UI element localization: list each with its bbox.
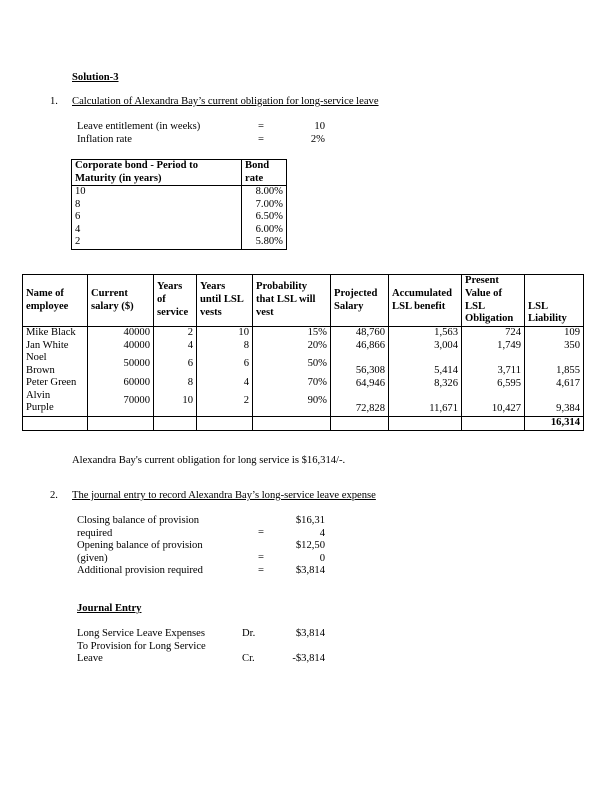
present-value: 724	[505, 327, 521, 338]
journal-accounts	[77, 628, 247, 666]
bond-rates-cell	[242, 186, 287, 250]
calc-eq: =	[258, 565, 264, 576]
page-heading: Solution-3	[72, 72, 119, 83]
bond-period: 10	[75, 186, 86, 198]
accumulated-value: 11,671	[429, 403, 458, 414]
projected-value: 64,946	[355, 377, 385, 389]
bond-period: 6	[75, 211, 81, 223]
employee-name: Jan White	[26, 339, 69, 351]
col-header-liability: LSL Liability	[525, 275, 584, 327]
param-value-leave: 10	[314, 121, 325, 132]
bond-rate: 5.80%	[255, 236, 283, 248]
section2-number: 2.	[50, 490, 58, 501]
years-service-cell	[154, 327, 197, 417]
present-value: 10,427	[491, 403, 521, 414]
bond-period: 8	[75, 198, 81, 210]
employee-name: Noel	[26, 352, 47, 363]
years-until-value: 4	[243, 376, 249, 388]
col-header-present-value: Present Value of LSL Obligation	[462, 275, 525, 327]
col-header-projected: Projected Salary	[331, 275, 389, 327]
liability-cell	[525, 327, 584, 417]
param-label-inflation: Inflation rate	[77, 134, 133, 145]
accumulated-value: 3,004	[434, 339, 458, 351]
employee-names-cell	[23, 327, 88, 417]
employee-name: Purple	[26, 402, 54, 413]
accumulated-value: 8,326	[434, 377, 458, 389]
bond-rate: 6.50%	[255, 211, 283, 223]
journal-account: Leave	[77, 653, 103, 664]
calc-value: 4	[319, 527, 325, 539]
accumulated-value: 5,414	[434, 365, 458, 376]
section2-title: The journal entry to record Alexandra Bay’s long-service leave expense	[72, 490, 376, 501]
param-eq-inflation: =	[258, 134, 264, 145]
param-eq-leave: =	[258, 121, 264, 132]
years-service-value: 4	[187, 339, 193, 351]
col-header-accumulated: Accumulated LSL benefit	[389, 275, 462, 327]
section1-number: 1.	[50, 96, 58, 107]
col-header-salary: Current salary ($)	[88, 275, 154, 327]
col-header-years-until: Years until LSL vests	[197, 275, 253, 327]
years-until-value: 8	[243, 339, 249, 351]
salary-cell	[88, 327, 154, 417]
calc-value: $3,814	[295, 565, 325, 576]
projected-value: 48,760	[355, 327, 385, 338]
bond-periods-cell	[72, 186, 242, 250]
projected-salary-cell	[331, 327, 389, 417]
probability-value: 70%	[307, 376, 327, 388]
bond-period: 2	[75, 236, 81, 248]
calc-label: required	[77, 527, 113, 539]
years-service-value: 10	[182, 395, 193, 406]
present-value: 1,749	[497, 339, 521, 351]
probability-value: 90%	[307, 395, 327, 406]
probability-value: 20%	[307, 339, 327, 351]
present-value-cell	[462, 327, 525, 417]
salary-value: 40000	[123, 327, 150, 338]
obligation-conclusion: Alexandra Bay's current obligation for long service is $16,314/-.	[72, 455, 346, 466]
journal-cr: Cr.	[242, 653, 255, 664]
liability-value: 109	[564, 327, 580, 338]
bond-rate: 8.00%	[255, 186, 283, 198]
liability-value: 1,855	[556, 365, 580, 376]
employee-name: Peter Green	[26, 377, 77, 388]
calc-eq: =	[258, 552, 264, 563]
present-value: 6,595	[497, 377, 521, 389]
years-until-value: 2	[243, 395, 249, 406]
projected-value: 46,866	[355, 339, 385, 351]
provision-calc-values	[280, 515, 325, 578]
salary-value: 50000	[123, 358, 150, 369]
salary-value: 70000	[123, 395, 150, 406]
employee-name: Mike Black	[26, 327, 76, 338]
probability-value: 50%	[307, 358, 327, 369]
calc-value: 0	[319, 552, 325, 564]
journal-account: Long Service Leave Expenses	[77, 628, 205, 639]
col-header-name: Name of employee	[23, 275, 88, 327]
bond-header-period: Corporate bond - Period to Maturity (in years)	[72, 160, 242, 186]
years-until-cell	[197, 327, 253, 417]
calc-label: Additional provision required	[77, 565, 203, 576]
bond-rate: 7.00%	[255, 198, 283, 210]
calc-label: Opening balance of provision	[77, 540, 203, 551]
salary-value: 40000	[123, 339, 150, 351]
col-header-years-service: Years of service	[154, 275, 197, 327]
liability-value: 9,384	[556, 403, 580, 414]
journal-heading: Journal Entry	[77, 603, 142, 614]
calc-label: (given)	[77, 552, 108, 564]
projected-value: 56,308	[355, 365, 385, 376]
journal-dr: Dr.	[242, 628, 256, 639]
employee-name: Alvin	[26, 389, 51, 401]
bond-rate: 6.00%	[255, 223, 283, 235]
col-header-probability: Probability that LSL will vest	[253, 275, 331, 327]
years-until-value: 6	[243, 358, 249, 369]
provision-calc-labels	[77, 515, 247, 578]
salary-value: 60000	[123, 376, 150, 388]
employee-name: Brown	[26, 364, 55, 376]
bond-header-rate: Bond rate	[242, 160, 287, 186]
accumulated-value: 1,563	[434, 327, 458, 338]
calc-value: $12,50	[295, 540, 325, 551]
probability-value: 15%	[307, 327, 327, 338]
calc-value: $16,31	[295, 515, 325, 526]
liability-value: 4,617	[556, 377, 580, 389]
journal-debit-amount: $3,814	[295, 628, 325, 639]
years-service-value: 6	[187, 358, 193, 369]
lsl-total: 16,314	[525, 417, 584, 431]
projected-value: 72,828	[355, 403, 385, 414]
journal-account: To Provision for Long Service	[77, 640, 206, 652]
param-value-inflation: 2%	[310, 134, 325, 145]
param-label-leave: Leave entitlement (in weeks)	[77, 121, 201, 132]
accumulated-benefit-cell	[389, 327, 462, 417]
section1-title: Calculation of Alexandra Bay’s current obligation for long-service leave	[72, 96, 379, 107]
years-service-value: 2	[187, 327, 193, 338]
bond-rate-table	[71, 159, 287, 250]
lsl-calculation-table	[22, 274, 584, 431]
probability-cell	[253, 327, 331, 417]
journal-credit-amount: -$3,814	[292, 653, 325, 664]
calc-label: Closing balance of provision	[77, 515, 200, 526]
present-value: 3,711	[497, 365, 521, 376]
bond-period: 4	[75, 223, 81, 235]
liability-value: 350	[564, 339, 580, 351]
years-service-value: 8	[187, 376, 193, 388]
years-until-value: 10	[238, 327, 249, 338]
calc-eq: =	[258, 527, 264, 538]
